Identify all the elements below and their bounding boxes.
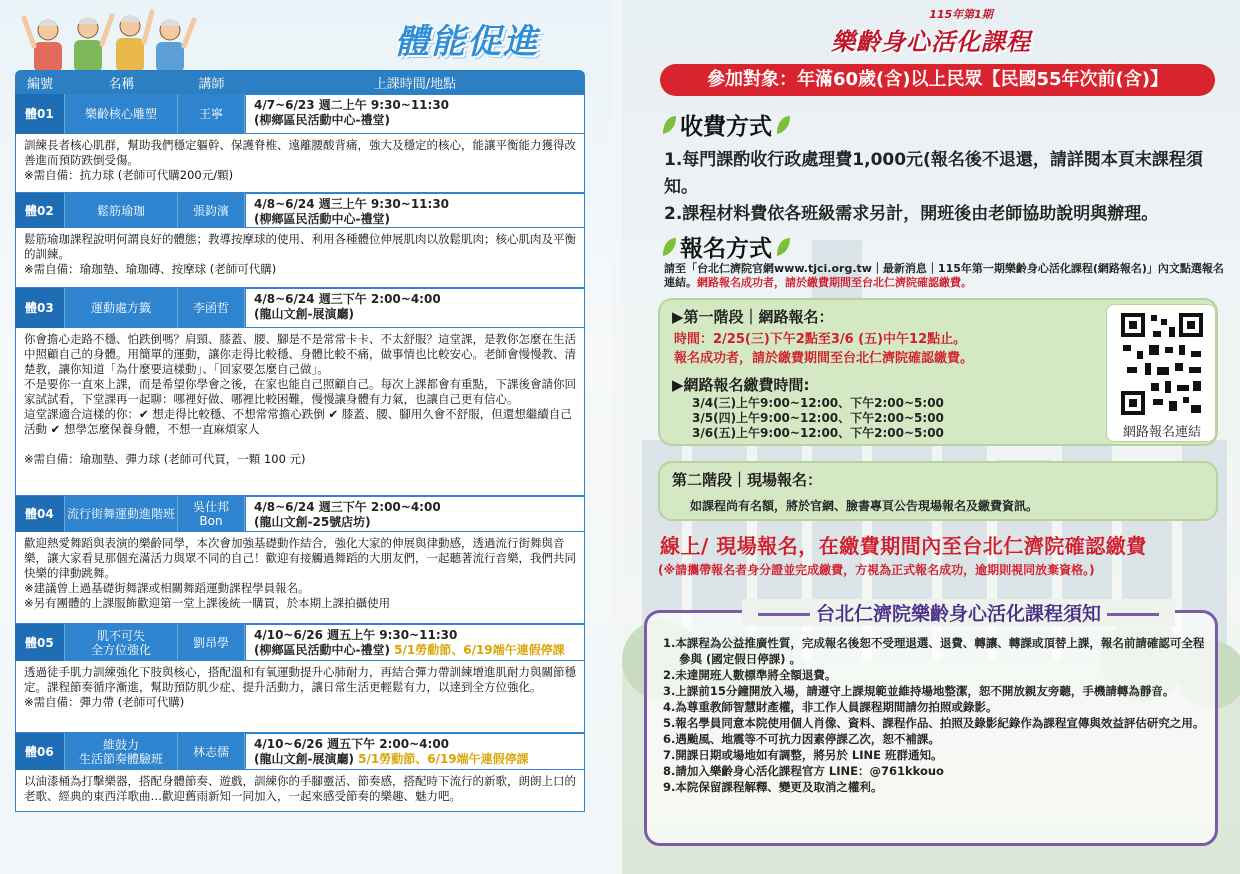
course-time-date: 4/8~6/24 週三下午 2:00~4:00 — [254, 500, 441, 514]
course-time-place: (龍山文創-展演廳) — [254, 307, 354, 321]
registration-intro-note: 網路報名成功者，請於繳費期間至台北仁濟院確認繳費。 — [697, 276, 972, 289]
stage1-time-text: 時間：2/25(三)下午2點至3/6 (五)中午12點止。 — [674, 332, 967, 347]
stage1-pay-slots — [692, 396, 944, 441]
right-page — [622, 0, 1240, 874]
course-name: 肌不可失 全方位強化 — [65, 624, 178, 661]
pay-slot: 3/6(五)上午9:00~12:00、下午2:00~5:00 — [692, 426, 944, 440]
leaf-icon — [661, 114, 677, 136]
qr-code-panel[interactable] — [1106, 304, 1216, 442]
course-tutor: 劉昂學 — [178, 624, 245, 661]
course-description — [15, 328, 585, 496]
payment-note: (※請攜帶報名者身分證並完成繳費，方視為正式報名成功，逾期則視同放棄資格。) — [658, 563, 1095, 577]
course-code: 體06 — [15, 733, 65, 770]
course-description-text: 訓練長者核心肌群，幫助我們穩定軀幹、保護脊椎、遠離腰酸背痛，強大及穩定的核心，能讓平衡能力獲得改善進而預防跌倒受傷。 ※需自備：抗力球 (老師可代購200元/顆) — [24, 138, 576, 182]
elderly-group-illustration — [20, 4, 200, 72]
course-description-text: 歡迎熱愛舞蹈與表演的樂齡同學，本次會加強基礎動作結合，強化大家的伸展與律動感，透過流行街舞與音樂，讓大家看見那個充滿活力與眾不同的自己！歡迎有接觸過舞蹈的大朋友們，一起聽著流行音樂，我們共同快樂的律動跳舞。 ※建議曾上過基礎街舞課或相關舞蹈運動課程學員報名。 ※另有團體的上課服飾歡迎第一堂上課後統一購買，於本期上課拍攝使用 — [24, 536, 576, 610]
notice-item: 8.請加入樂齡身心活化課程官方 LINE：@761kkouo — [663, 764, 944, 778]
course-tutor: 吳仕邦 Bon — [178, 496, 245, 532]
course-row — [15, 288, 585, 328]
registration-heading — [658, 230, 794, 263]
course-tutor: 張鈞濱 — [178, 193, 245, 228]
course-time-place: (柳鄉區民活動中心-禮堂) — [254, 212, 390, 226]
course-description-text: 鬆筋瑜珈課程說明何謂良好的體態；教導按摩球的使用、利用各種體位伸展肌肉以放鬆肌肉；核心肌肉及平衡的訓練。 ※需自備：瑜珈墊、瑜珈磚、按摩球 (老師可代購) — [24, 232, 576, 276]
fee-item: 2.課程材料費依各班級需求另計，開班後由老師協助說明與辦理。 — [664, 204, 1159, 224]
course-name: 運動處方籤 — [65, 288, 178, 328]
leaf-icon — [661, 236, 677, 258]
course-description — [15, 228, 585, 288]
course-time-place: (龍山文創-25號店坊) — [254, 515, 371, 529]
title-rule-right — [1107, 613, 1159, 616]
fee-list — [664, 147, 1224, 228]
course-code: 體05 — [15, 624, 65, 661]
pay-slot: 3/4(三)上午9:00~12:00、下午2:00~5:00 — [692, 396, 944, 410]
course-description-text: 透過徒手肌力訓練強化下肢與核心，搭配溫和有氧運動提升心肺耐力，再結合彈力帶訓練增進肌耐力與關節穩定。課程節奏循序漸進，幫助預防肌少症、提升活動力，讓日常生活更輕鬆有力，以達到全方位強化。 ※需自備：彈力帶 (老師可代購) — [24, 665, 576, 709]
course-row — [15, 496, 585, 532]
leaf-icon — [775, 114, 791, 136]
header-code: 編號 — [26, 76, 53, 92]
header-time: 上課時間/地點 — [373, 76, 457, 92]
term-label: 115年第1期 — [929, 8, 993, 21]
course-row — [15, 733, 585, 770]
holiday-note: 5/1勞動節、6/19端午連假停課 — [358, 752, 529, 766]
table-header — [15, 70, 585, 94]
stage1-pay-title: ▶網路報名繳費時間: — [672, 376, 810, 394]
stage1-time — [674, 330, 973, 368]
holiday-note: 5/1勞動節、6/19端午連假停課 — [394, 643, 565, 657]
course-time — [245, 193, 585, 228]
course-code: 體01 — [15, 94, 65, 134]
course-row — [15, 193, 585, 228]
course-row — [15, 94, 585, 134]
course-code: 體04 — [15, 496, 65, 532]
course-name: 維鼓力 生活節奏體驗班 — [65, 733, 178, 770]
notice-item: 1.本課程為公益推廣性質，完成報名後恕不受理退選、退費、轉讓、轉課或頂替上課，報名前請確認可全程參與 (國定假日停課) 。 — [663, 636, 1205, 666]
course-description — [15, 770, 585, 812]
notice-item: 6.遇颱風、地震等不可抗力因素停課乙次，恕不補課。 — [663, 732, 940, 746]
course-time-date: 4/8~6/24 週三上午 9:30~11:30 — [254, 197, 450, 211]
course-time-place-row — [254, 643, 576, 658]
notice-item: 2.未達開班人數標準將全額退費。 — [663, 668, 837, 682]
program-title: 樂齡身心活化課程 — [831, 28, 1031, 56]
stage1-note: 報名成功者，請於繳費期間至台北仁濟院確認繳費。 — [674, 351, 974, 366]
course-tutor: 林志儒 — [178, 733, 245, 770]
fee-item: 1.每門課酌收行政處理費1,000元(報名後不退還，請詳閱本頁末課程須知。 — [664, 150, 1203, 197]
course-tutor: 李函哲 — [178, 288, 245, 328]
notice-title — [742, 599, 1175, 626]
header-tutor: 講師 — [198, 76, 225, 92]
notice-title-text: 台北仁濟院樂齡身心活化課程須知 — [816, 603, 1102, 625]
course-name: 樂齡核心雕塑 — [65, 94, 178, 134]
target-audience-banner: 參加對象：年滿60歲(含)以上民眾【民國55年次前(含)】 — [660, 64, 1215, 96]
fee-heading-text: 收費方式 — [680, 114, 772, 140]
page-title: 體能促進 — [395, 22, 539, 62]
course-row — [15, 624, 585, 661]
course-code: 體03 — [15, 288, 65, 328]
notice-item: 4.為尊重教師智慧財產權，非工作人員課程期間請勿拍照或錄影。 — [663, 700, 998, 714]
course-time — [245, 624, 585, 661]
qr-code-label: 網路報名連結 — [1122, 425, 1201, 440]
payment-headline: 線上/ 現場報名，在繳費期間內至台北仁濟院確認繳費 — [660, 534, 1147, 558]
leaf-icon — [775, 236, 791, 258]
course-time-date: 4/10~6/26 週五下午 2:00~4:00 — [254, 737, 450, 751]
pay-slot: 3/5(四)上午9:00~12:00、下午2:00~5:00 — [692, 411, 944, 425]
notice-item: 7.開課日期或場地如有調整，將另於 LINE 班群通知。 — [663, 748, 943, 762]
course-tutor: 王寧 — [178, 94, 245, 134]
course-code: 體02 — [15, 193, 65, 228]
course-time-date: 4/10~6/26 週五上午 9:30~11:30 — [254, 628, 458, 642]
registration-heading-text: 報名方式 — [680, 236, 772, 262]
left-page — [0, 0, 612, 874]
registration-intro — [664, 262, 1224, 290]
course-name: 流行街舞運動進階班 — [65, 496, 178, 532]
course-description-text: 你會擔心走路不穩、怕跌倒嗎？肩頸、膝蓋、腰、腳是不是常常卡卡、不太舒服？這堂課，是教你怎麼在生活中照顧自己的身體。用簡單的運動，讓你走得比較穩、身體比較不痛，做事情也比較安心。老師會慢慢教、清楚教，讓你知道「為什麼要這樣動」、「回家要怎麼自己做」。 不是要你一直來上課，而是希望你學會之後，在家也能自己照顧自己。每次上課都會有重點，下課後會請你回家試試看，下堂課再一起聊：哪裡好做、哪裡比較困難，慢慢讓身體有力氣，也讓自己更有信心。 這堂課適合這樣的你：✔ 想走得比較穩、不想常常擔心跌倒 ✔ 膝蓋、腰、腳用久會不舒服，但還想繼續自己活動 ✔ 想學怎麼保養身體，不想一直麻煩家人 ※需自備：瑜珈墊、彈力球 (老師可代買，一顆 100 元) — [24, 332, 576, 466]
notice-item: 3.上課前15分鐘開放入場，請遵守上課規範並維持場地整潔，恕不開放親友旁聽，手機請轉為靜音。 — [663, 684, 1175, 698]
fee-heading — [658, 108, 794, 141]
notice-item: 9.本院保留課程解釋、變更及取消之權利。 — [663, 780, 883, 794]
course-description — [15, 134, 585, 193]
registration-intro-text: 請至「台北仁濟院官網www.tjci.org.tw｜最新消息｜115年第一期樂齡身心活化課程(網路報名)」內文點選報名連結。 — [664, 262, 1224, 289]
course-description — [15, 661, 585, 733]
course-notice-box — [644, 603, 1218, 846]
stage2-title: 第二階段｜現場報名： — [672, 471, 823, 489]
course-time-date: 4/8~6/24 週三下午 2:00~4:00 — [254, 292, 441, 306]
course-time-place-row — [254, 752, 576, 767]
qr-code-icon[interactable] — [1119, 311, 1205, 417]
stage1-title: ▶第一階段｜網路報名： — [672, 308, 834, 326]
header-name: 名稱 — [108, 76, 135, 92]
course-description — [15, 532, 585, 624]
course-description-text: 以油漆桶為打擊樂器，搭配身體節奏、遊戲，訓練你的手腳靈活、節奏感，搭配時下流行的新歌，朗朗上口的老歌、經典的東西洋歌曲…歡迎舊雨新知一同加入，一起來感受節奏的樂趣、魅力吧。 — [24, 774, 576, 803]
course-time — [245, 733, 585, 770]
notice-list — [663, 635, 1208, 795]
stage2-panel — [658, 461, 1218, 521]
stage2-body: 如課程尚有名額，將於官網、臉書專頁公告現場報名及繳費資訊。 — [690, 499, 1039, 513]
course-time-place: (柳鄉區民活動中心-禮堂) — [254, 113, 390, 127]
course-name: 鬆筋瑜珈 — [65, 193, 178, 228]
term-title — [622, 6, 1240, 57]
course-time-place: (龍山文創-展演廳) — [254, 752, 354, 766]
course-time-place: (柳鄉區民活動中心-禮堂) — [254, 643, 390, 657]
course-time — [245, 496, 585, 532]
course-schedule-table — [15, 70, 585, 812]
course-time — [245, 288, 585, 328]
course-time-date: 4/7~6/23 週二上午 9:30~11:30 — [254, 98, 450, 112]
stage1-panel — [658, 298, 1218, 446]
notice-item: 5.報名學員同意本院使用個人肖像、資料、課程作品、拍照及錄影紀錄作為課程宣傳與效益評估研究之用。 — [663, 716, 1205, 730]
course-time — [245, 94, 585, 134]
title-rule-left — [758, 613, 810, 616]
